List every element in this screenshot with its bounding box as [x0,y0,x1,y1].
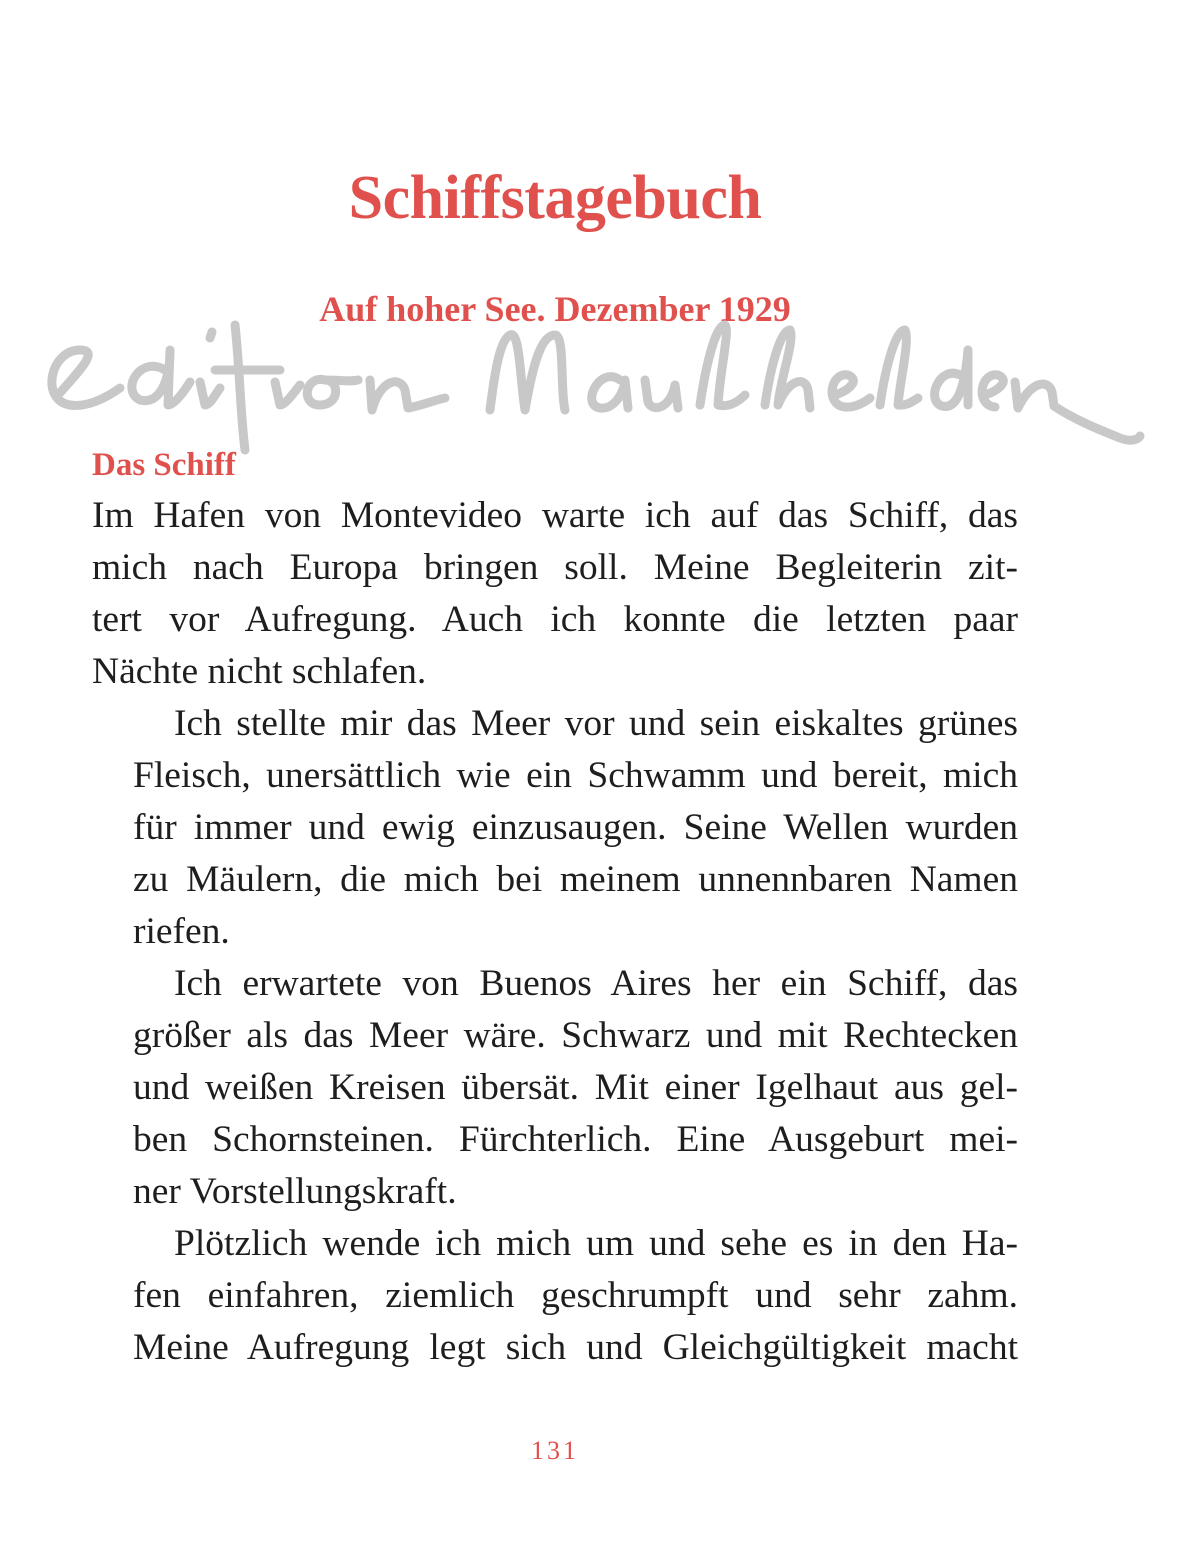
text-line: Meine Aufregung legt sich und Gleichgültigkeit macht [133,1327,1018,1368]
text-line: tert vor Aufregung. Auch ich konnte die letzten paar [92,599,1018,640]
text-line: für immer und ewig einzusaugen. Seine Wellen wurden [133,807,1018,848]
text-line: Plötzlich wende ich mich um und sehe es in den Ha- [174,1223,1018,1264]
paragraph-1 [92,490,1018,698]
text-line: riefen. [133,911,230,952]
text-line: zu Mäulern, die mich bei meinem unnennbaren Namen [133,859,1018,900]
paragraph-2 [92,698,1018,958]
text-line: Ich stellte mir das Meer vor und sein eiskaltes grünes [174,703,1018,744]
section-heading: Das Schiff [92,447,236,483]
text-line: Im Hafen von Montevideo warte ich auf das Schiff, das [92,495,1018,536]
page-number: 131 [531,1436,579,1465]
text-line: ner Vorstellungskraft. [133,1171,457,1212]
page-subtitle: Auf hoher See. Dezember 1929 [319,289,791,329]
body-text [92,490,1018,1374]
page-title: Schiffstagebuch [348,164,762,232]
text-line: Fleisch, unersättlich wie ein Schwamm und bereit, mich [133,755,1018,796]
paragraph-3 [92,958,1018,1218]
text-line: ben Schornsteinen. Fürchterlich. Eine Ausgeburt mei- [133,1119,1018,1160]
text-line: fen einfahren, ziemlich geschrumpft und sehr zahm. [133,1275,1018,1316]
text-line: mich nach Europa bringen soll. Meine Begleiterin zit- [92,547,1018,588]
text-line: und weißen Kreisen übersät. Mit einer Igelhaut aus gel- [133,1067,1018,1108]
paragraph-4 [92,1218,1018,1374]
text-line: größer als das Meer wäre. Schwarz und mit Rechtecken [133,1015,1018,1056]
text-line: Ich erwartete von Buenos Aires her ein Schiff, das [174,963,1018,1004]
text-line: Nächte nicht schlafen. [92,651,427,692]
